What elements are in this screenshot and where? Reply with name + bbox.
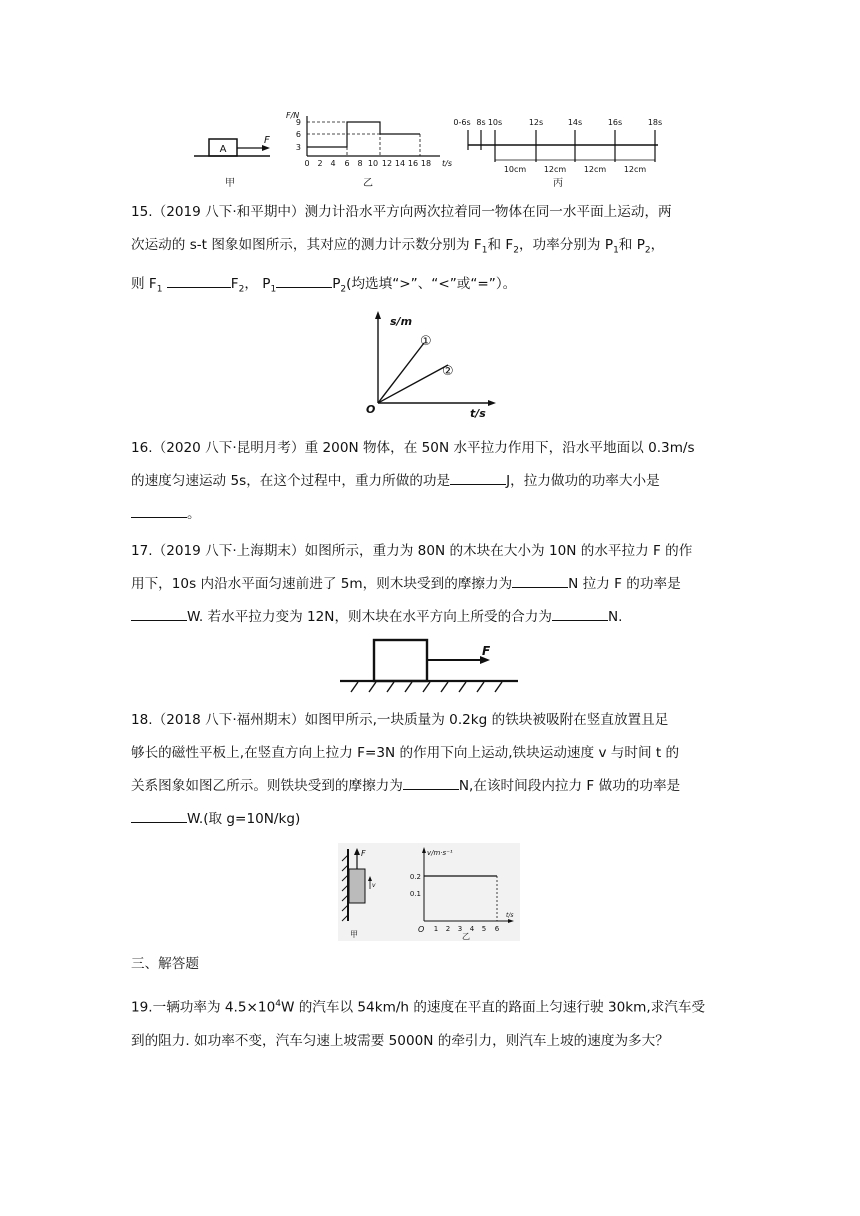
q18-x-tick: 4: [469, 925, 475, 933]
bing-distance: 10cm: [503, 165, 527, 174]
q18-line4: W.(取 g=10N/kg): [131, 803, 731, 836]
yi-x-label: t/s: [442, 159, 452, 168]
q16-line2: 的速度匀速运动 5s，在这个过程中，重力所做的功是 J，拉力做功的功率大小是: [131, 465, 731, 498]
answer-blank[interactable]: [167, 273, 231, 288]
bing-distance: 12cm: [543, 165, 567, 174]
q18-x-label: t/s: [506, 912, 514, 919]
yi-x-tick: 12: [381, 159, 393, 168]
q18-origin: O: [418, 925, 425, 934]
answer-blank[interactable]: [403, 775, 459, 790]
q19-line2: 到的阻力. 如功率不变，汽车匀速上坡需要 5000N 的牵引力，则汽车上坡的速度为多大？: [131, 1032, 669, 1049]
q17-line3: W. 若水平拉力变为 12N，则木块在水平方向上所受的合力为 N.: [131, 601, 731, 634]
yi-x-tick: 4: [330, 159, 336, 168]
question-17: [131, 535, 731, 634]
pull-force-label: F: [482, 644, 491, 658]
yi-x-tick: 16: [407, 159, 419, 168]
q18-y-tick: 0.1: [409, 890, 421, 898]
yi-x-tick: 2: [317, 159, 323, 168]
question-18: [131, 704, 731, 836]
answer-blank[interactable]: [450, 470, 506, 485]
q18-x-tick: 3: [457, 925, 463, 933]
figure-jia-label: 甲: [225, 178, 235, 189]
yi-y-tick: 6: [295, 130, 301, 139]
bing-time-mark: 18s: [647, 118, 663, 127]
answer-blank[interactable]: [131, 503, 187, 518]
answer-blank[interactable]: [552, 606, 608, 621]
q15-st-figure: [362, 307, 504, 423]
bing-time-mark: 10s: [487, 118, 503, 127]
question-19: [131, 988, 731, 1058]
bing-time-mark: 0-6s: [453, 118, 471, 127]
iron-block: [349, 869, 365, 903]
q18-yi-label: 乙: [462, 932, 470, 941]
question-16: [131, 432, 731, 531]
q17-line2: 用下，10s 内沿水平面匀速前进了 5m，则木块受到的摩擦力为 N 拉力 F 的功率是: [131, 568, 731, 601]
line-2: [378, 365, 448, 403]
q18-line3: 关系图象如图乙所示。则铁块受到的摩擦力为 N,在该时间段内拉力 F 做功的功率是: [131, 770, 731, 803]
block-a-label: A: [219, 144, 227, 155]
q16-line1: 16.（2020 八下·昆明月考）重 200N 物体，在 50N 水平拉力作用下，沿水平地面以 0.3m/s: [131, 440, 695, 456]
section-title: 三、解答题: [131, 956, 199, 972]
bing-distance: 12cm: [583, 165, 607, 174]
q18-figure: [338, 843, 520, 941]
yi-x-tick: 18: [420, 159, 432, 168]
answer-blank[interactable]: [276, 273, 332, 288]
q18-x-tick: 5: [481, 925, 487, 933]
origin-label: O: [366, 403, 376, 416]
line-2-tag: ②: [442, 364, 454, 379]
force-label: F: [264, 135, 270, 146]
q18-y-label: v/m·s⁻¹: [427, 849, 453, 857]
bing-time-mark: 14s: [567, 118, 583, 127]
q18-line2: 够长的磁性平板上,在竖直方向上拉力 F=3N 的作用下向上运动,铁块运动速度 v 与时间 t 的: [131, 745, 680, 761]
yi-y-label: F/N: [286, 111, 300, 120]
yi-x-tick: 0: [304, 159, 310, 168]
q18-force-label: F: [361, 849, 366, 858]
bing-distance: 12cm: [623, 165, 647, 174]
q18-jia-label: 甲: [350, 930, 358, 939]
q18-x-tick: 2: [445, 925, 451, 933]
yi-y-tick: 3: [295, 143, 301, 152]
q18-line1: 18.（2018 八下·福州期末）如图甲所示,一块质量为 0.2kg 的铁块被吸附在竖直放置且足: [131, 712, 669, 728]
velocity-label: v: [372, 882, 376, 889]
yi-step-line: [307, 122, 420, 147]
q18-x-tick: 1: [433, 925, 439, 933]
figure-bing-label: 丙: [553, 178, 563, 189]
bing-time-mark: 12s: [528, 118, 544, 127]
s-axis-label: s/m: [390, 315, 413, 328]
q17-line1: 17.（2019 八下·上海期末）如图所示，重力为 80N 的木块在大小为 10N 的水平拉力 F 的作: [131, 543, 693, 559]
line-1: [378, 343, 424, 403]
bing-time-mark: 8s: [476, 118, 486, 127]
yi-x-tick: 6: [344, 159, 350, 168]
q17-block-figure: [338, 636, 522, 696]
yi-y-tick: 9: [295, 118, 301, 127]
q15-line3: 则 $F_1$ $F_2$， $P_1$ $P_2$(均选填“>”、“<”或“=”）。: [131, 268, 731, 307]
q18-y-tick: 0.2: [409, 873, 421, 881]
q16-line3: 。: [131, 498, 731, 531]
yi-x-tick: 10: [367, 159, 379, 168]
q15-line1: 15.（2019 八下·和平期中）测力计沿水平方向两次拉着同一物体在同一水平面上运动，两: [131, 204, 672, 220]
yi-x-ticks: [304, 159, 431, 168]
answer-blank[interactable]: [512, 573, 568, 588]
wood-block: [374, 640, 427, 681]
figure-yi-label: 乙: [363, 178, 373, 189]
q15-line2: 次运动的 s-t 图象如图所示，其对应的测力计示数分别为 $F_1$和 $F_2$，功率分别为 $P_1$和 $P_2$，: [131, 237, 665, 256]
yi-x-tick: 8: [357, 159, 363, 168]
bing-time-mark: 16s: [607, 118, 623, 127]
q18-x-tick: 6: [494, 925, 500, 933]
line-1-tag: ①: [420, 334, 432, 349]
top-figure: [190, 108, 670, 192]
yi-x-tick: 14: [394, 159, 406, 168]
question-15: [131, 196, 731, 306]
q19-line1: 19.一辆功率为 $4.5\times 10^4W$ 的汽车以 54km/h 的速度在平直的路面上匀速行驶 30km,求汽车受: [131, 999, 706, 1016]
t-axis-label: t/s: [470, 407, 486, 420]
answer-blank[interactable]: [131, 808, 187, 823]
answer-blank[interactable]: [131, 606, 187, 621]
